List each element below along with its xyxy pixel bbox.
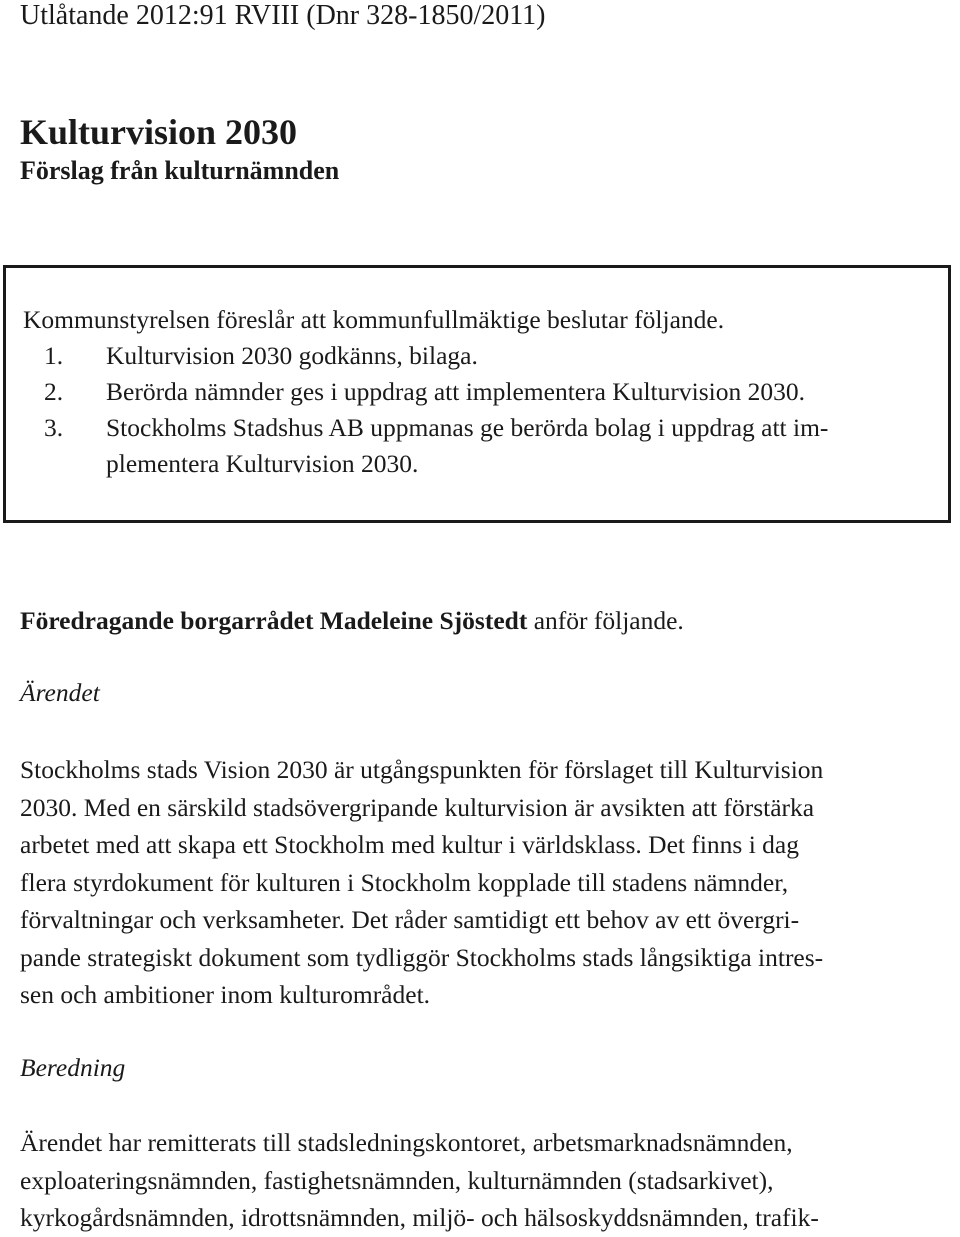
document-reference: Utlåtande 2012:91 RVIII (Dnr 328-1850/2011): [20, 0, 546, 31]
proposal-item-line: Kulturvision 2030 godkänns, bilaga.: [106, 341, 478, 370]
paragraph-line: flera styrdokument för kulturen i Stockholm kopplade till stadens nämnder,: [20, 867, 789, 897]
document-subtitle: Förslag från kulturnämnden: [20, 156, 340, 185]
paragraph-line: arbetet med att skapa ett Stockholm med kultur i världsklass. Det finns i dag: [20, 830, 799, 859]
presenter-name: Föredragande borgarrådet Madeleine Sjöstedt: [20, 606, 528, 635]
section-paragraph-beredning: [20, 1124, 819, 1237]
paragraph-line: förvaltningar och verksamheter. Det råder samtidigt ett behov av ett övergri-: [20, 905, 800, 934]
section-heading-beredning: Beredning: [20, 1053, 126, 1082]
paragraph-line: kyrkogårdsnämnden, idrottsnämnden, miljö- och hälsoskyddsnämnden, trafik-: [20, 1203, 819, 1232]
proposal-item-text: [106, 338, 931, 374]
proposal-item-number: 3.: [44, 413, 64, 442]
proposal-item-number: 1.: [44, 341, 64, 370]
paragraph-line: Ärendet har remitterats till stadsledningskontoret, arbetsmarknadsnämnden,: [20, 1128, 793, 1157]
paragraph-line: pande strategiskt dokument som tydliggör Stockholms stads långsiktiga intres-: [20, 942, 824, 972]
proposal-item: [6, 374, 931, 410]
document-title: Kulturvision 2030: [20, 112, 298, 152]
section-heading-arendet: Ärendet: [20, 678, 100, 707]
proposal-item-line: plementera Kulturvision 2030.: [106, 449, 419, 478]
proposal-item-text: [106, 410, 931, 482]
paragraph-line: exploateringsnämnden, fastighetsnämnden, kulturnämnden (stadsarkivet),: [20, 1165, 774, 1195]
paragraph-line: Stockholms stads Vision 2030 är utgångspunkten för förslaget till Kulturvision: [20, 755, 824, 784]
section-paragraph-arendet: [20, 751, 945, 1014]
proposal-item-text: [106, 374, 931, 410]
proposal-item: [6, 338, 931, 374]
paragraph-line: sen och ambitioner inom kulturområdet.: [20, 980, 431, 1009]
proposal-item-line: Berörda nämnder ges i uppdrag att implementera Kulturvision 2030.: [106, 377, 805, 406]
presenter-statement: [20, 603, 684, 639]
presenter-rest: anför följande.: [527, 606, 684, 635]
paragraph-line: 2030. Med en särskild stadsövergripande kulturvision är avsikten att förstärka: [20, 792, 815, 822]
proposal-list: [6, 338, 931, 482]
proposal-item-line: Stockholms Stadshus AB uppmanas ge berörda bolag i uppdrag att im-: [106, 413, 829, 442]
proposal-box: [3, 265, 951, 523]
proposal-item-number: 2.: [44, 377, 64, 406]
proposal-item: [6, 410, 931, 482]
proposal-intro: Kommunstyrelsen föreslår att kommunfullmäktige beslutar följande.: [23, 305, 725, 334]
